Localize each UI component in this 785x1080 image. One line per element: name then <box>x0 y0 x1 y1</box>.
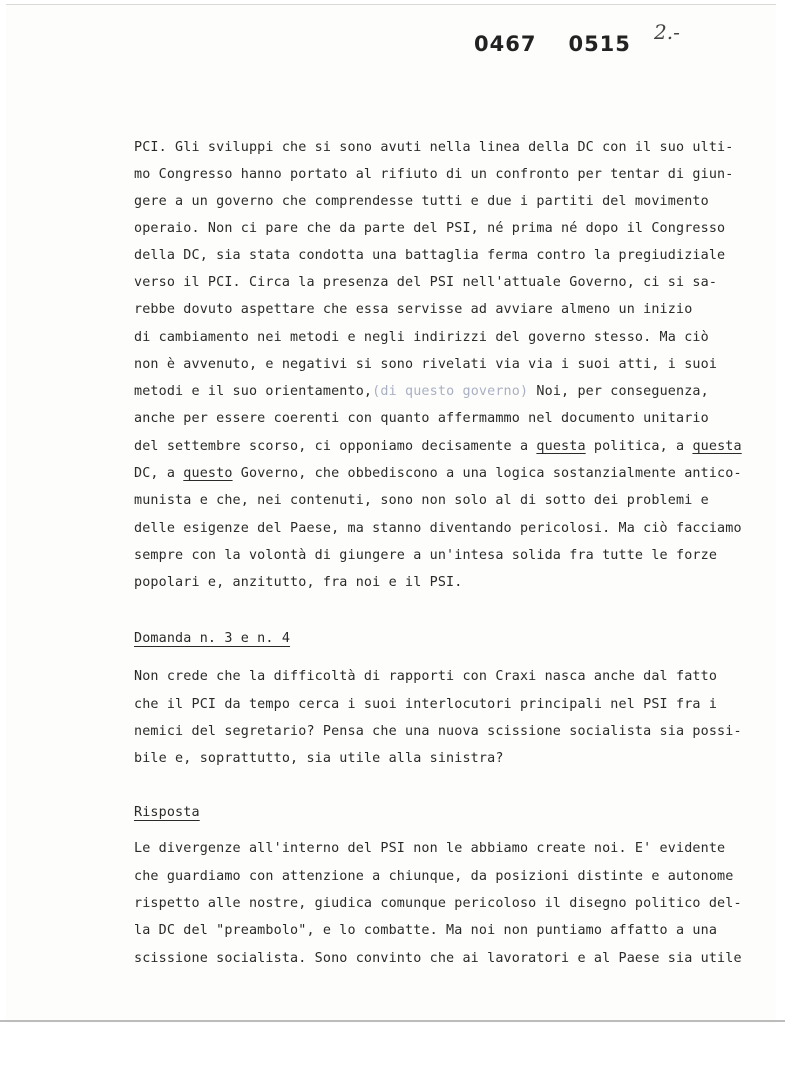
text-line: operaio. Non ci pare che da parte del PSI, né prima né dopo il Congresso <box>134 221 726 236</box>
text-line: rispetto alle nostre, giudica comunque pericoloso il disegno politico del- <box>134 896 742 911</box>
text-line: popolari e, anzitutto, fra noi e il PSI. <box>134 575 463 590</box>
text-line: che guardiamo con attenzione a chiunque, da posizioni distinte e autonome <box>134 869 734 884</box>
text-segment: Noi, per conseguenza, <box>528 384 709 399</box>
text-line: non è avvenuto, e negativi si sono rivelati via via i suoi atti, i suoi <box>134 357 718 372</box>
text-segment: politica, a <box>585 439 693 454</box>
text-line: che il PCI da tempo cerca i suoi interlocutori principali nel PSI fra i <box>134 697 718 712</box>
text-line: nemici del segretario? Pensa che una nuova scissione socialista sia possi- <box>134 724 742 739</box>
handwritten-page-number: 2.- <box>654 20 680 44</box>
text-line <box>134 385 709 398</box>
text-line: bile e, soprattutto, sia utile alla sinistra? <box>134 751 504 766</box>
text-line: scissione socialista. Sono convinto che ai lavoratori e al Paese sia utile <box>134 951 742 966</box>
text-line: anche per essere coerenti con quanto affermammo nel documento unitario <box>134 411 709 426</box>
text-line: gere a un governo che comprendesse tutti e due i partiti del movimento <box>134 194 709 209</box>
underlined-word: questo <box>183 466 233 481</box>
text-line: PCI. Gli sviluppi che si sono avuti nella linea della DC con il suo ulti- <box>134 140 734 155</box>
text-line <box>134 467 742 480</box>
archive-stamp <box>474 32 631 56</box>
page-edge-divider <box>0 1020 785 1022</box>
faint-correction: (di questo governo) <box>372 384 529 399</box>
text-line: la DC del "preambolo", e lo combatte. Ma noi non puntiamo affatto a una <box>134 923 718 938</box>
text-line: mo Congresso hanno portato al rifiuto di un confronto per tentar di giun- <box>134 167 734 182</box>
stamp-number-left: 0467 <box>474 32 537 56</box>
text-line <box>134 440 742 453</box>
stamp-number-right: 0515 <box>568 32 631 56</box>
text-segment: DC, a <box>134 466 184 481</box>
text-line: della DC, sia stata condotta una battaglia ferma contro la pregiudiziale <box>134 248 726 263</box>
text-line: munista e che, nei contenuti, sono non solo al di sotto dei problemi e <box>134 493 709 508</box>
text-segment: Governo, che obbediscono a una logica sostanzialmente antico- <box>232 466 742 481</box>
text-segment: del settembre scorso, ci opponiamo decisamente a <box>134 439 537 454</box>
underlined-word: questa <box>536 439 586 454</box>
text-line: verso il PCI. Circa la presenza del PSI nell'attuale Governo, ci si sa- <box>134 275 718 290</box>
question-heading: Domanda n. 3 e n. 4 <box>134 631 291 646</box>
text-line: Non crede che la difficoltà di rapporti con Craxi nasca anche dal fatto <box>134 669 718 684</box>
underlined-word: questa <box>692 439 742 454</box>
text-segment: metodi e il suo orientamento, <box>134 384 373 399</box>
answer-heading: Risposta <box>134 805 200 820</box>
text-line: Le divergenze all'interno del PSI non le abbiamo create noi. E' evidente <box>134 841 726 856</box>
text-line: sempre con la volontà di giungere a un'intesa solida fra tutte le forze <box>134 548 718 563</box>
text-line: delle esigenze del Paese, ma stanno diventando pericolosi. Ma ciò facciamo <box>134 521 742 536</box>
text-line: di cambiamento nei metodi e negli indirizzi del governo stesso. Ma ciò <box>134 330 709 345</box>
text-line: rebbe dovuto aspettare che essa servisse ad avviare almeno un inizio <box>134 302 693 317</box>
